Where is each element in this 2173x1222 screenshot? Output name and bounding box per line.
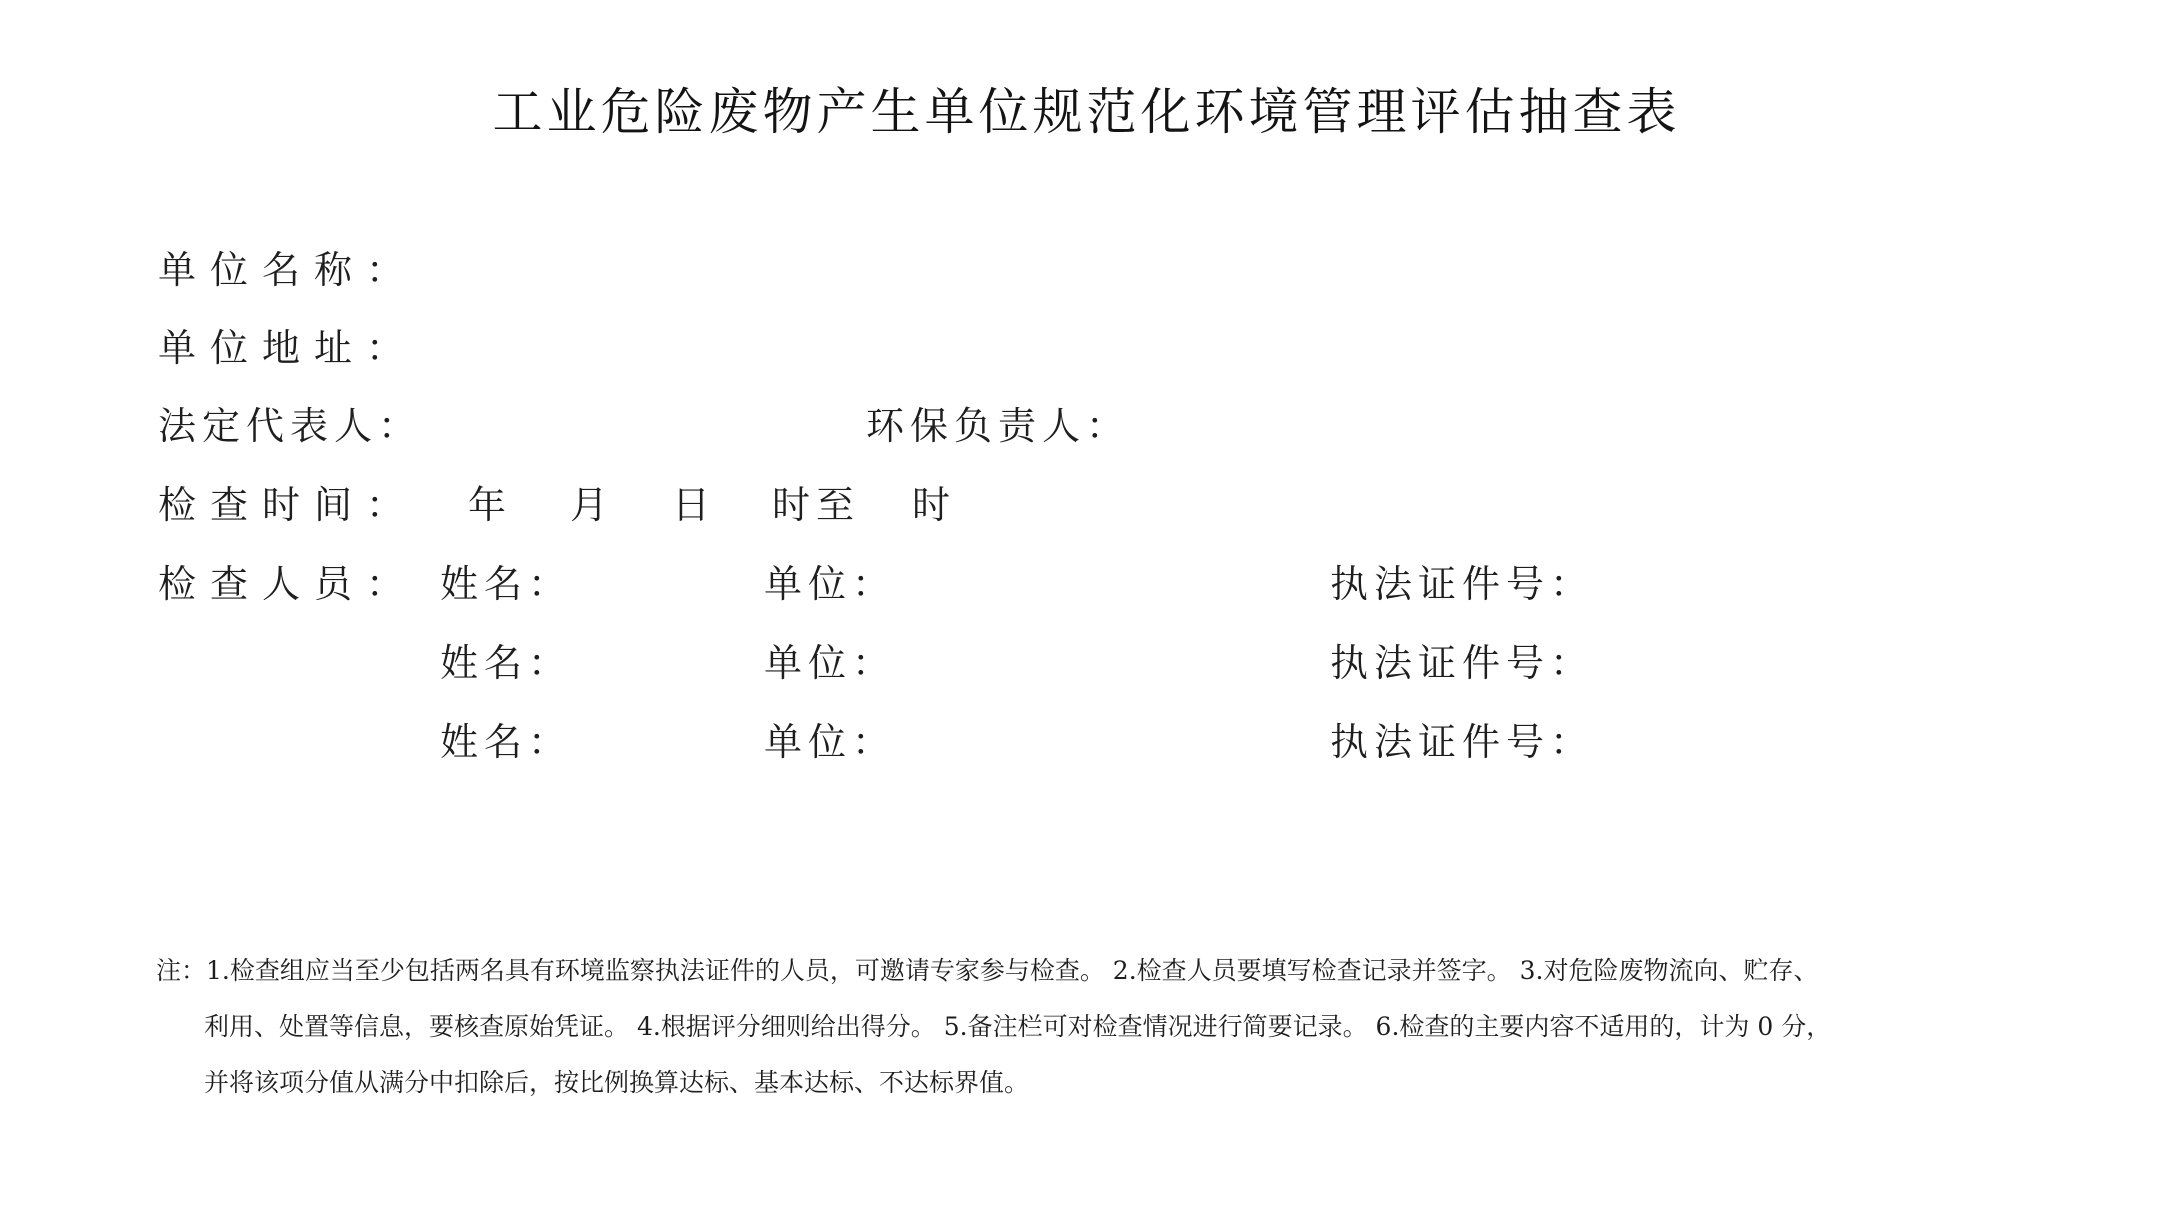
inspector-name-label: 姓名： [440, 641, 573, 685]
inspector-unit-label: 单位： [764, 720, 897, 764]
inspector-cert-label: 执法证件号： [1330, 720, 1595, 764]
page-title: 工业危险废物产生单位规范化环境管理评估抽查表 [492, 83, 1681, 141]
unit-name-label: 单位名称： [158, 248, 419, 292]
environmental-officer-label: 环保负责人： [866, 404, 1131, 448]
legal-representative-label: 法定代表人： [158, 404, 423, 448]
hour-to-label: 时至 [772, 483, 861, 527]
hour-label: 时 [912, 483, 957, 527]
inspector-cert-label: 执法证件号： [1330, 641, 1595, 685]
note-line-1: 注：1.检查组应当至少包括两名具有环境监察执法证件的人员，可邀请专家参与检查。 2.检查人员要填写检查记录并签字。 3.对危险废物流向、贮存、 [156, 956, 1819, 985]
inspector-name-label: 姓名： [440, 720, 573, 764]
inspector-name-label: 姓名： [440, 562, 573, 606]
unit-address-label: 单位地址： [158, 326, 419, 370]
inspector-cert-label: 执法证件号： [1330, 562, 1595, 606]
note-line-2: 利用、处置等信息，要核查原始凭证。 4.根据评分细则给出得分。 5.备注栏可对检查情况进行简要记录。 6.检查的主要内容不适用的，计为 0 分， [204, 1012, 1832, 1041]
inspector-unit-label: 单位： [764, 562, 897, 606]
note-line-3: 并将该项分值从满分中扣除后，按比例换算达标、基本达标、不达标界值。 [204, 1068, 1030, 1097]
month-label: 月 [570, 483, 615, 527]
inspector-unit-label: 单位： [764, 641, 897, 685]
check-time-label: 检查时间： [158, 483, 419, 527]
inspectors-label: 检查人员： [158, 562, 419, 606]
day-label: 日 [672, 483, 717, 527]
year-label: 年 [468, 483, 513, 527]
